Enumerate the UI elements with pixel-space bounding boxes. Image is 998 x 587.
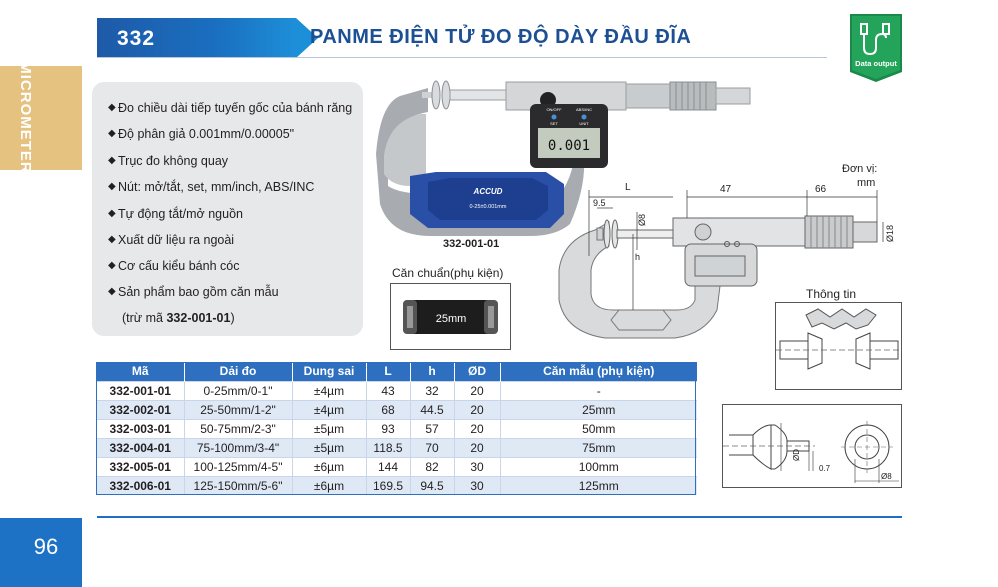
anvil-dimension-diagram — [723, 405, 901, 487]
cell-code: 332-001-01 — [97, 381, 184, 400]
cell-L: 93 — [366, 419, 410, 438]
table-header: Dải đo — [184, 362, 292, 381]
cell-range: 125-150mm/5-6" — [184, 476, 292, 495]
cell-d: 20 — [454, 438, 500, 457]
cell-standard: 100mm — [500, 457, 697, 476]
cell-code: 332-004-01 — [97, 438, 184, 457]
table-row — [97, 476, 697, 495]
data-output-badge — [850, 14, 902, 82]
feature-note: (trừ mã 332-001-01) — [122, 311, 235, 325]
drawing-dim-66: 66 — [815, 184, 827, 195]
cell-range: 0-25mm/0-1" — [184, 381, 292, 400]
cell-L: 68 — [366, 400, 410, 419]
standard-gauge-image — [391, 284, 510, 349]
cell-h: 32 — [410, 381, 454, 400]
standard-box — [390, 283, 511, 350]
cell-d: 20 — [454, 381, 500, 400]
cell-h: 70 — [410, 438, 454, 457]
cell-standard: 125mm — [500, 476, 697, 495]
detail-dim-d: ØD — [792, 449, 801, 461]
gear-contact-diagram — [776, 303, 901, 389]
standard-title: Căn chuẩn(phụ kiện) — [392, 266, 504, 280]
footer-divider — [97, 516, 902, 518]
cell-h: 94.5 — [410, 476, 454, 495]
spec-table — [97, 362, 697, 495]
cell-tolerance: ±4µm — [292, 381, 366, 400]
category-tab-label-wrap — [14, 60, 36, 174]
detail-dim-0-7: 0.7 — [819, 464, 831, 473]
photo-brand: ACCUD — [473, 187, 503, 196]
feature-item: ◆ Trục đo không quay — [108, 154, 229, 168]
cell-range: 25-50mm/1-2" — [184, 400, 292, 419]
cell-h: 44.5 — [410, 400, 454, 419]
feature-item: ◆ Sản phẩm bao gồm căn mẫu — [108, 285, 279, 299]
table-row — [97, 419, 697, 438]
cell-standard: 25mm — [500, 400, 697, 419]
cell-range: 75-100mm/3-4" — [184, 438, 292, 457]
feature-item: ◆ Xuất dữ liệu ra ngoài — [108, 233, 235, 247]
usb-cable-icon — [850, 14, 902, 82]
cell-L: 169.5 — [366, 476, 410, 495]
category-tab — [0, 66, 82, 170]
photo-display-reading: 0.001 — [547, 138, 591, 154]
cell-d: 20 — [454, 419, 500, 438]
photo-button-label: SET — [550, 121, 558, 126]
photo-button-label: UNIT — [579, 121, 589, 126]
table-header-row — [97, 362, 697, 381]
table-header: Dung sai — [292, 362, 366, 381]
cell-h: 57 — [410, 419, 454, 438]
standard-value: 25mm — [435, 313, 467, 325]
photo-button-label: ABS/INC — [575, 107, 593, 112]
cell-d: 20 — [454, 400, 500, 419]
photo-frame-text: 0-25±0.001mm — [469, 204, 507, 210]
category-tab-label: MICROMETER — [16, 60, 34, 174]
cell-tolerance: ±5µm — [292, 419, 366, 438]
cell-range: 100-125mm/4-5" — [184, 457, 292, 476]
cell-L: 118.5 — [366, 438, 410, 457]
drawing-dim-d18: Ø18 — [885, 224, 895, 242]
feature-item: ◆ Nút: mở/tắt, set, mm/inch, ABS/INC — [108, 180, 315, 194]
table-row — [97, 438, 697, 457]
feature-item: ◆ Tự động tắt/mở nguồn — [108, 207, 243, 221]
page-number: 96 — [33, 534, 59, 559]
table-header: ØD — [454, 362, 500, 381]
badge-label: Data output — [855, 59, 897, 68]
drawing-dim-47: 47 — [720, 184, 732, 195]
cell-tolerance: ±5µm — [292, 438, 366, 457]
cell-tolerance: ±4µm — [292, 400, 366, 419]
cell-code: 332-002-01 — [97, 400, 184, 419]
detail-title: Thông tin — [806, 287, 857, 301]
drawing-dim-h: h — [635, 252, 641, 262]
unit-label: Đơn vị: — [842, 163, 878, 175]
cell-standard: 50mm — [500, 419, 697, 438]
cell-tolerance: ±6µm — [292, 476, 366, 495]
table-row — [97, 400, 697, 419]
product-group-code: 332 — [117, 27, 156, 50]
table-header: Mã — [97, 362, 184, 381]
table-row — [97, 457, 697, 476]
feature-item: ◆ Độ phân giả 0.001mm/0.00005" — [108, 127, 295, 141]
cell-range: 50-75mm/2-3" — [184, 419, 292, 438]
feature-item: ◆ Đo chiều dài tiếp tuyến gốc của bánh răng — [108, 101, 353, 115]
cell-d: 30 — [454, 457, 500, 476]
drawing-dim-L: L — [625, 182, 631, 193]
detail-dim-d8: Ø8 — [881, 472, 892, 481]
table-header: L — [366, 362, 410, 381]
feature-item: ◆ Cơ cấu kiểu bánh cóc — [108, 259, 240, 273]
cell-code: 332-003-01 — [97, 419, 184, 438]
detail-box-anvil — [722, 404, 902, 488]
table-row — [97, 381, 697, 400]
cell-standard: - — [500, 381, 697, 400]
cell-h: 82 — [410, 457, 454, 476]
header-divider — [97, 57, 827, 58]
cell-standard: 75mm — [500, 438, 697, 457]
cell-L: 43 — [366, 381, 410, 400]
photo-button-label: ON/OFF — [546, 107, 562, 112]
page-title: PANME ĐIỆN TỬ ĐO ĐỘ DÀY ĐẦU ĐĨA — [310, 26, 692, 48]
cell-code: 332-006-01 — [97, 476, 184, 495]
drawing-dim-d8: Ø8 — [637, 213, 647, 226]
cell-d: 30 — [454, 476, 500, 495]
photo-caption: 332-001-01 — [443, 238, 500, 250]
drawing-dim-9-5: 9.5 — [593, 198, 606, 208]
table-header: Căn mẫu (phụ kiện) — [500, 362, 697, 381]
table-header: h — [410, 362, 454, 381]
cell-L: 144 — [366, 457, 410, 476]
detail-box-gear — [775, 302, 902, 390]
cell-tolerance: ±6µm — [292, 457, 366, 476]
unit-value: mm — [857, 177, 876, 189]
cell-code: 332-005-01 — [97, 457, 184, 476]
